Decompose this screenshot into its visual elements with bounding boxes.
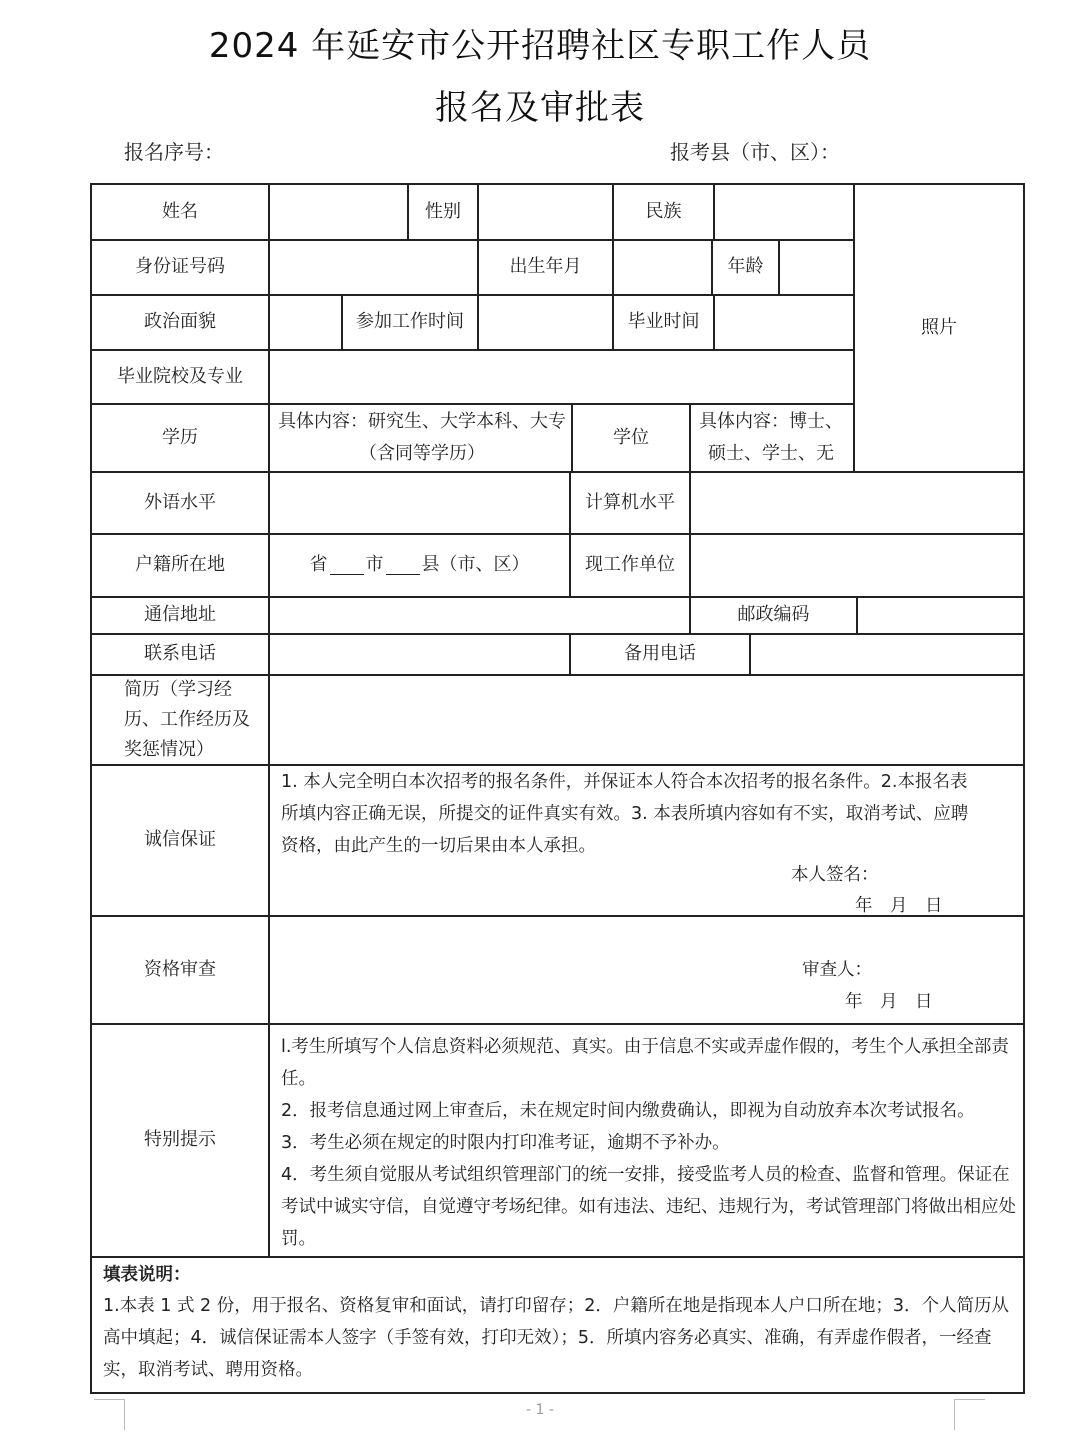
resume-label: 简历（学习经历、工作经历及奖惩情况）: [124, 679, 250, 760]
id-number-input[interactable]: [270, 241, 477, 294]
grad-time-input[interactable]: [715, 296, 853, 349]
hukou-county-label: 县（市、区）: [421, 554, 530, 576]
work-start-label: 参加工作时间: [356, 311, 464, 333]
address-label: 通信地址: [144, 604, 216, 626]
registration-number-label: 报名序号：: [124, 140, 224, 164]
row-line: [90, 1256, 1025, 1258]
age-input[interactable]: [780, 241, 853, 294]
foreign-language-input[interactable]: [270, 473, 569, 533]
education-label: 学历: [162, 426, 198, 448]
political-label: 政治面貌: [144, 311, 216, 333]
school-major-input[interactable]: [270, 351, 853, 403]
birth-label: 出生年月: [509, 256, 582, 278]
grad-time-label: 毕业时间: [627, 311, 700, 333]
ethnicity-label: 民族: [645, 200, 682, 222]
name-label: 姓名: [162, 200, 198, 222]
instructions-text: 1.本表 1 式 2 份，用于报名、资格复审和面试，请打印留存；2．户籍所在地是指现本人户口所在地；3．个人简历从高中填起；4．诚信保证需本人签字（手签有效，打印无效）；5．所填内容务必真实、准确，有弄虚作假者，一经查实，取消考试、聘用资格。: [103, 1296, 1009, 1380]
address-input[interactable]: [270, 598, 689, 633]
birth-input[interactable]: [614, 241, 711, 294]
phone-label: 联系电话: [144, 643, 216, 665]
hukou-label: 户籍所在地: [135, 554, 225, 576]
political-input[interactable]: [270, 296, 341, 349]
county-label: 报考县（市、区）：: [670, 140, 840, 164]
photo-box[interactable]: 照片: [921, 316, 957, 338]
resume-input[interactable]: [270, 676, 1023, 764]
notice-item: 2．报考信息通过网上审查后，未在规定时间内缴费确认，即视为自动放弃本次考试报名。: [281, 1101, 975, 1121]
computer-level-input[interactable]: [691, 473, 1023, 533]
signature-field[interactable]: [890, 860, 1010, 884]
col-line: [689, 403, 691, 472]
backup-phone-label: 备用电话: [624, 643, 696, 665]
instructions-title: 填表说明：: [103, 1265, 191, 1285]
degree-hint[interactable]: 具体内容：博士、硕士、学士、无: [699, 411, 843, 464]
page-number: - 1 -: [526, 1402, 554, 1418]
hukou-province-label: 省: [309, 554, 328, 576]
gender-label: 性别: [425, 200, 461, 222]
ethnicity-input[interactable]: [715, 185, 853, 239]
postcode-input[interactable]: [858, 598, 1023, 633]
notice-item: 4．考生须自觉服从考试组织管理部门的统一安排，接受监考人员的检查、监督和管理。保证在考试中诚实守信，自觉遵守考场纪律。如有违法、违纪、违规行为，考试管理部门将做出相应处罚。: [281, 1165, 1016, 1249]
work-start-input[interactable]: [479, 296, 612, 349]
degree-label: 学位: [613, 426, 649, 448]
current-employer-label: 现工作单位: [585, 554, 675, 576]
current-employer-input[interactable]: [691, 535, 1023, 596]
age-label: 年龄: [727, 256, 764, 278]
hukou-input[interactable]: [270, 535, 569, 596]
school-major-label: 毕业院校及专业: [117, 365, 243, 387]
reviewer-label: 审查人：: [802, 960, 872, 980]
hukou-city-label: 市: [365, 554, 384, 576]
hukou-province-blank[interactable]: [330, 556, 364, 575]
notice-item: l.考生所填写个人信息资料必须规范、真实。由于信息不实或弄虚作假的，考生个人承担全部责任。: [281, 1037, 1009, 1089]
computer-level-label: 计算机水平: [585, 491, 675, 513]
review-field[interactable]: [270, 917, 790, 1023]
gender-input[interactable]: [479, 185, 612, 239]
name-input[interactable]: [270, 185, 407, 239]
document-title: 2024 年延安市公开招聘社区专职工作人员: [208, 26, 872, 66]
signature-label: 本人签名：: [791, 865, 879, 885]
notice-label: 特别提示: [144, 1129, 216, 1151]
integrity-text: 1. 本人完全明白本次招考的报名条件，并保证本人符合本次招考的报名条件。2.本报名表所填内容正确无误，所提交的证件真实有效。3. 本表所填内容如有不实，取消考试、应聘资格，由此产生的一切后果由本人承担。: [281, 772, 969, 856]
notice-item: 3．考生必须在规定的时限内打印准考证，逾期不予补办。: [281, 1133, 730, 1153]
document-subtitle: 报名及审批表: [435, 88, 645, 128]
phone-input[interactable]: [270, 635, 569, 674]
integrity-date: 年 月 日: [855, 896, 943, 916]
integrity-label: 诚信保证: [144, 829, 216, 851]
notice-list: [281, 1031, 1017, 1255]
backup-phone-input[interactable]: [751, 635, 1023, 674]
education-hint[interactable]: 具体内容：研究生、大学本科、大专（含同等学历）: [278, 411, 566, 464]
id-number-label: 身份证号码: [135, 256, 225, 278]
postcode-label: 邮政编码: [737, 604, 810, 626]
review-label: 资格审查: [144, 958, 216, 980]
foreign-language-label: 外语水平: [144, 491, 216, 513]
review-date: 年 月 日: [845, 992, 933, 1012]
hukou-city-blank[interactable]: [386, 556, 420, 575]
